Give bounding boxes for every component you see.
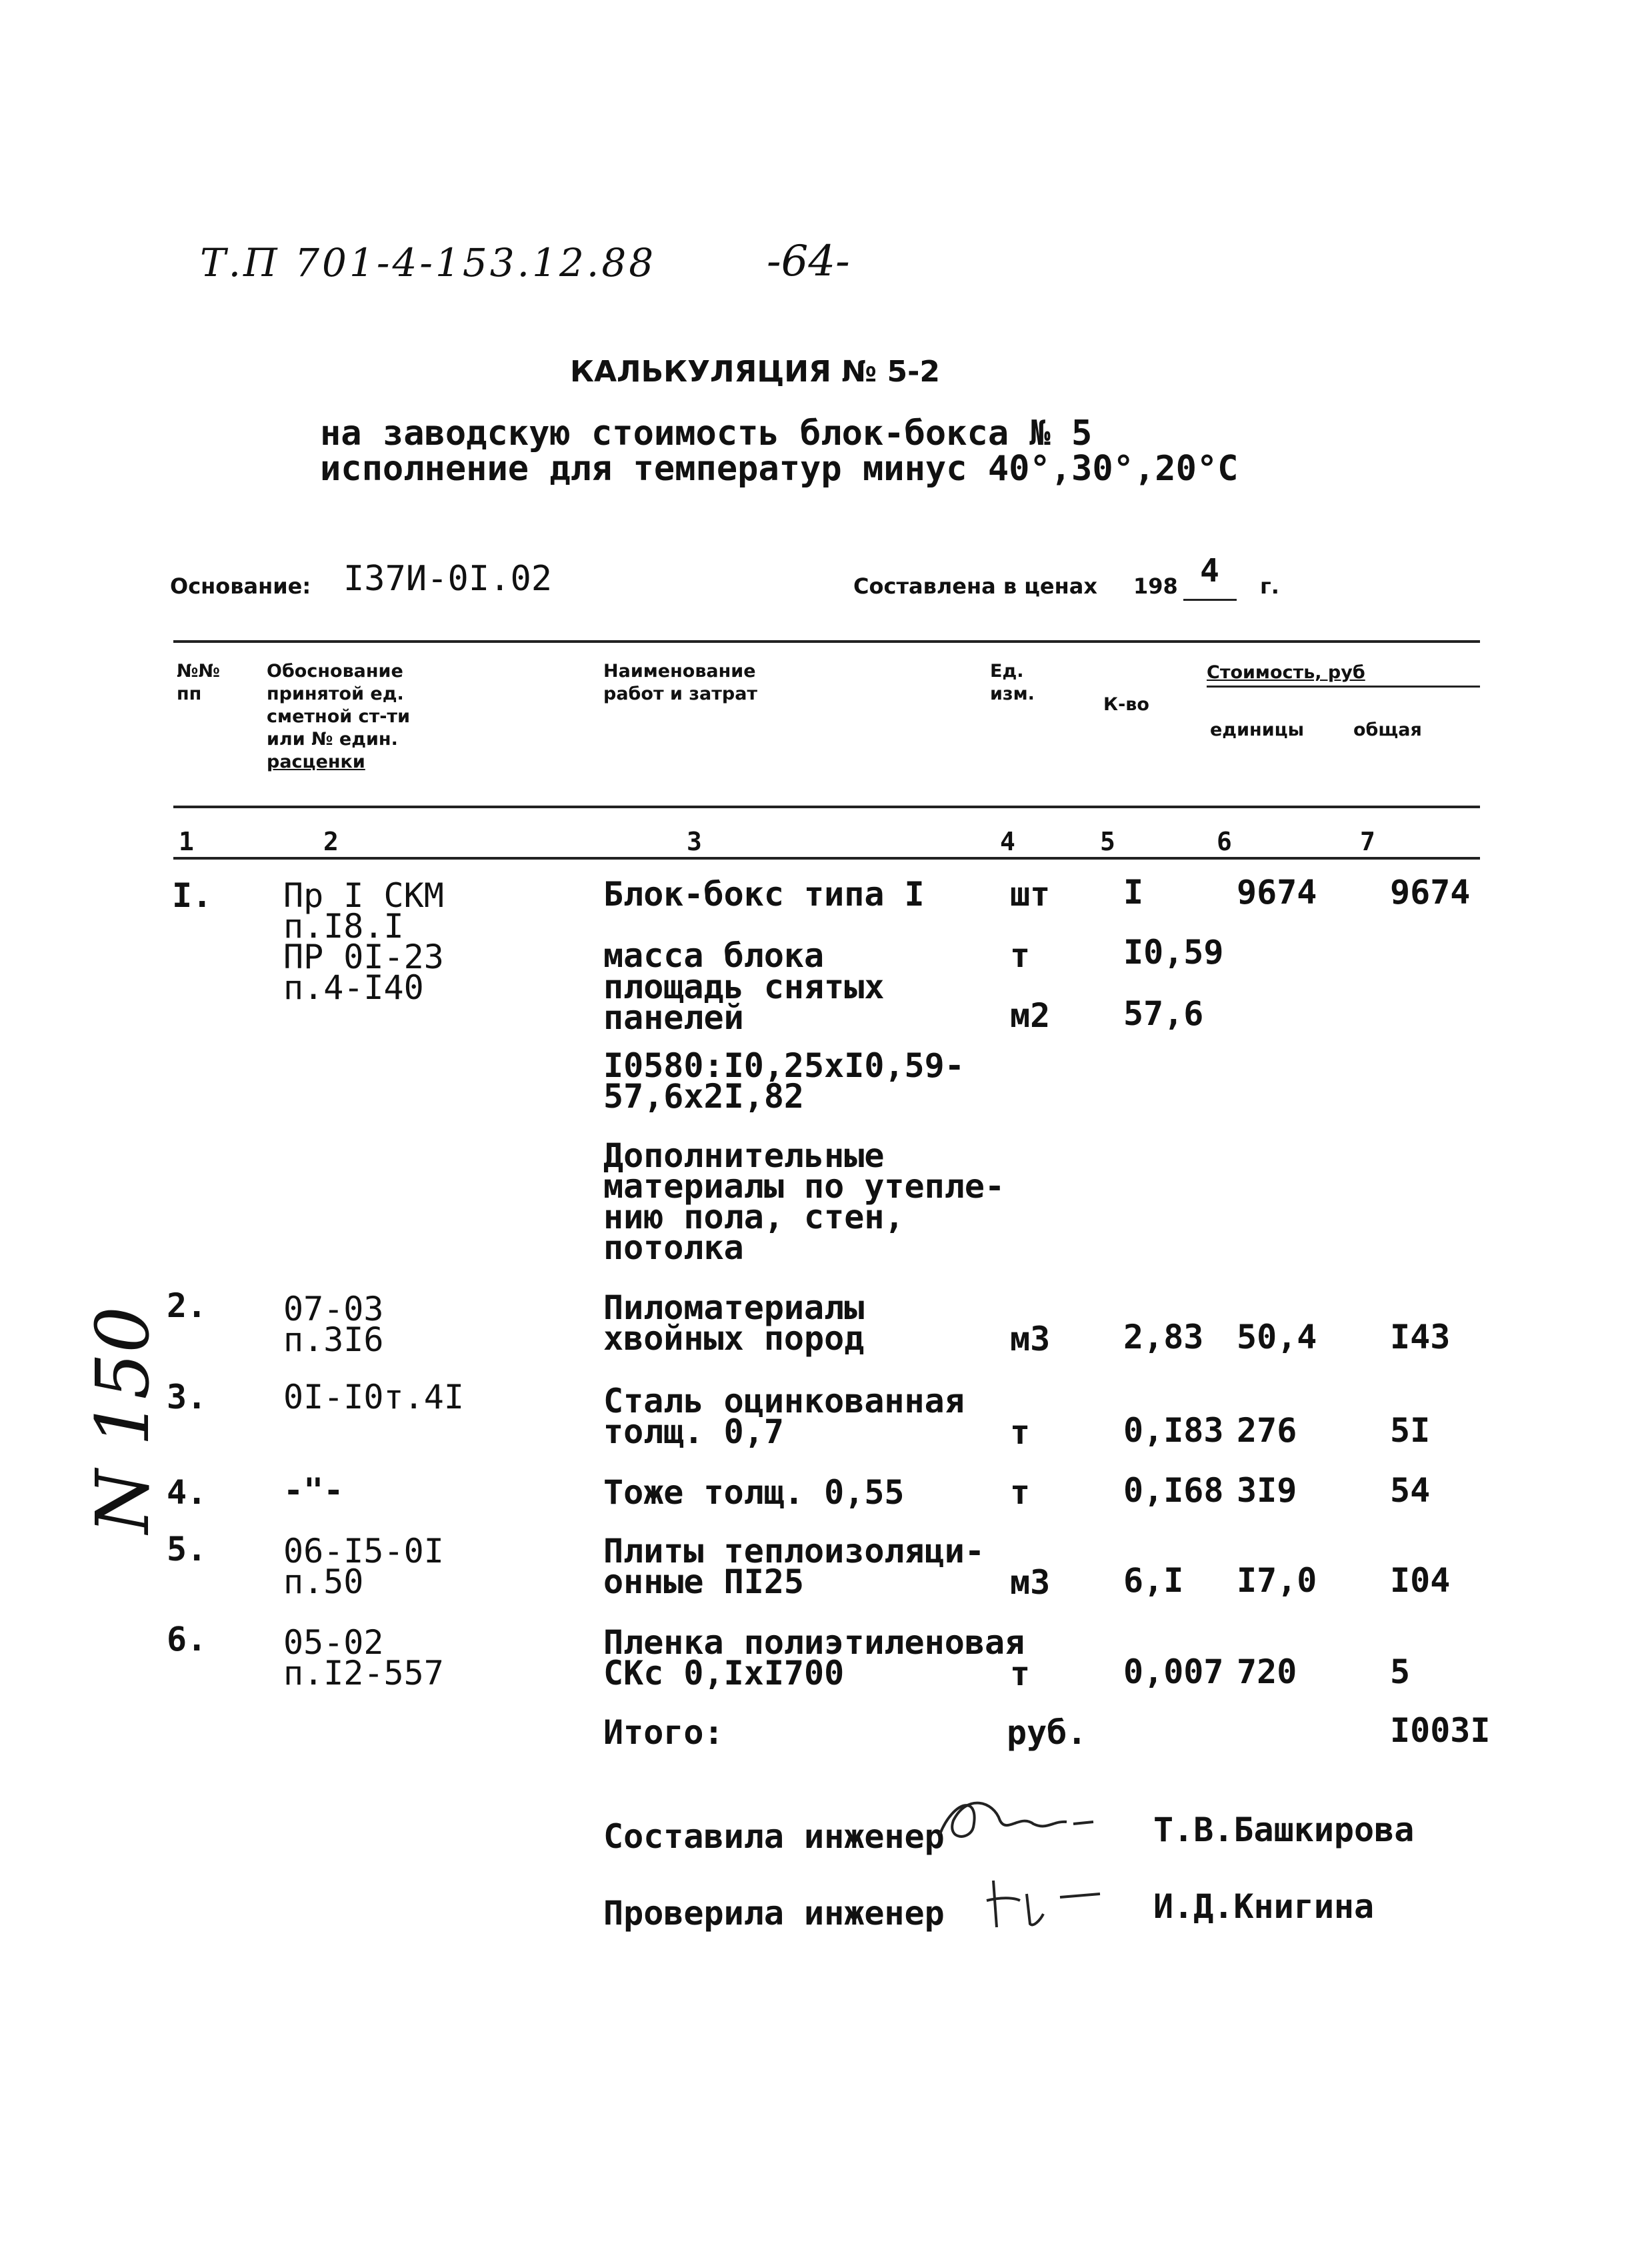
col-number-4: 4 [1000,827,1015,856]
col-number-6: 6 [1217,827,1232,856]
row-1-name-1: Блок-бокс типа I [603,875,925,914]
row-5-number: 5. [167,1530,207,1568]
row-2-basis: 07-03 п.3I6 [283,1290,384,1359]
row-3-total: 5I [1390,1411,1431,1450]
signature-role-2: Проверила инженер [603,1894,945,1933]
col-header-cost-group: Стоимость, руб [1207,662,1365,683]
row-1-number: I. [172,876,213,915]
row-2-name: Пиломатериалы хвойных пород [603,1288,865,1358]
row-5-qty: 6,I [1123,1561,1184,1600]
row-2-total: I43 [1390,1318,1451,1356]
table-top-rule [173,640,1480,643]
row-1-unit-2: т [1010,936,1031,975]
row-1-total-1: 9674 [1390,873,1471,912]
total-label: Итого: [603,1713,724,1752]
document-title: КАЛЬКУЛЯЦИЯ № 5-2 [570,355,941,389]
row-4-number: 4. [167,1473,207,1512]
row-3-number: 3. [167,1378,207,1416]
row-4-price: 3I9 [1237,1471,1297,1510]
col-header-total-cost: общая [1353,720,1422,740]
col-header-basis: Обоснование принятой ед. сметной ст-ти или № един. расценки [267,661,410,772]
row-5-price: I7,0 [1237,1561,1317,1600]
row-6-basis: 05-02 п.I2-557 [283,1623,444,1692]
document-code: Т.П 701-4-153.12.88 [200,240,657,285]
handwritten-signature-2 [980,1867,1113,1941]
row-1-qty-2: I0,59 [1123,933,1224,972]
row-3-basis: 0I-I0т.4I [283,1378,464,1416]
row-5-name: Плиты теплоизоляци- онные ПI25 [603,1532,985,1601]
row-1-unit-3: м2 [1010,996,1051,1035]
col-number-5: 5 [1100,827,1115,856]
row-2-price: 50,4 [1237,1318,1317,1356]
basis-label: Основание: [170,574,311,599]
row-6-number: 6. [167,1620,207,1658]
compiled-label: Составлена в ценах [853,574,1097,599]
row-2-number: 2. [167,1286,207,1325]
row-5-total: I04 [1390,1561,1451,1600]
col-header-number: №№ пп [177,661,220,704]
row-1-qty-3: 57,6 [1123,994,1204,1033]
numbers-bottom-rule [173,857,1480,860]
signature-name-1: Т.В.Башкирова [1153,1811,1415,1849]
page-number: -64- [767,237,850,286]
signature-role-1: Составила инженер [603,1817,945,1856]
row-1-basis: Пр I СКМ п.I8.I ПР 0I-23 п.4-I40 [283,876,444,1007]
compiled-year-prefix: 198 [1133,574,1178,599]
row-5-unit: м3 [1010,1563,1051,1602]
row-5-basis: 06-I5-0I п.50 [283,1532,444,1601]
header-bottom-rule [173,806,1480,808]
row-1-formula: I0580:I0,25хI0,59- 57,6х2I,82 [603,1046,965,1116]
basis-value: I37И-0I.02 [343,559,553,599]
compiled-year-digit: 4 [1200,552,1219,590]
total-unit: руб. [1007,1713,1087,1752]
subtitle-line-2: исполнение для температур минус 40°,30°,20°С [320,449,1239,489]
row-2-qty: 2,83 [1123,1318,1204,1356]
row-1-name-2: масса блока [603,936,825,975]
row-1-price-1: 9674 [1237,873,1317,912]
col-header-unit-cost: единицы [1210,720,1305,740]
compiled-year-suffix: г. [1260,574,1279,599]
row-6-qty: 0,007 [1123,1652,1224,1691]
row-6-total: 5 [1390,1652,1411,1691]
row-6-unit: т [1010,1654,1031,1693]
row-4-basis: -"- [283,1471,344,1510]
row-3-qty: 0,I83 [1123,1411,1224,1450]
col-header-name: Наименование работ и затрат [603,661,758,704]
col-header-qty: К-во [1103,694,1149,715]
row-3-unit: т [1010,1413,1031,1452]
row-4-qty: 0,I68 [1123,1471,1224,1510]
handwritten-signature-1 [933,1774,1107,1854]
col-number-1: 1 [179,827,194,856]
row-1-unit-1: шт [1010,875,1051,914]
row-3-price: 276 [1237,1411,1297,1450]
col-number-2: 2 [323,827,339,856]
col-number-7: 7 [1360,827,1375,856]
row-4-unit: т [1010,1473,1031,1512]
signature-name-2: И.Д.Книгина [1153,1887,1375,1926]
col-header-unit: Ед. изм. [990,661,1035,704]
year-underline [1183,599,1237,601]
row-1-name-3: площадь снятых панелей [603,968,885,1037]
row-6-name: Пленка полиэтиленовая СКс 0,IхI700 [603,1623,1025,1692]
cost-group-rule [1207,686,1480,688]
row-1-additional: Дополнительные материалы по утепле- нию пола, стен, потолка [603,1136,1005,1267]
subtitle-line-1: на заводскую стоимость блок-бокса № 5 [320,413,1093,453]
row-4-name: Тоже толщ. 0,55 [603,1473,905,1512]
col-number-3: 3 [687,827,702,856]
row-6-price: 720 [1237,1652,1297,1691]
row-1-qty-1: I [1123,873,1144,912]
row-3-name: Сталь оцинкованная толщ. 0,7 [603,1382,965,1451]
total-value: I003I [1390,1711,1491,1750]
row-4-total: 54 [1390,1471,1431,1510]
margin-handwritten-note: N 150 [80,1306,165,1534]
row-2-unit: м3 [1010,1320,1051,1358]
